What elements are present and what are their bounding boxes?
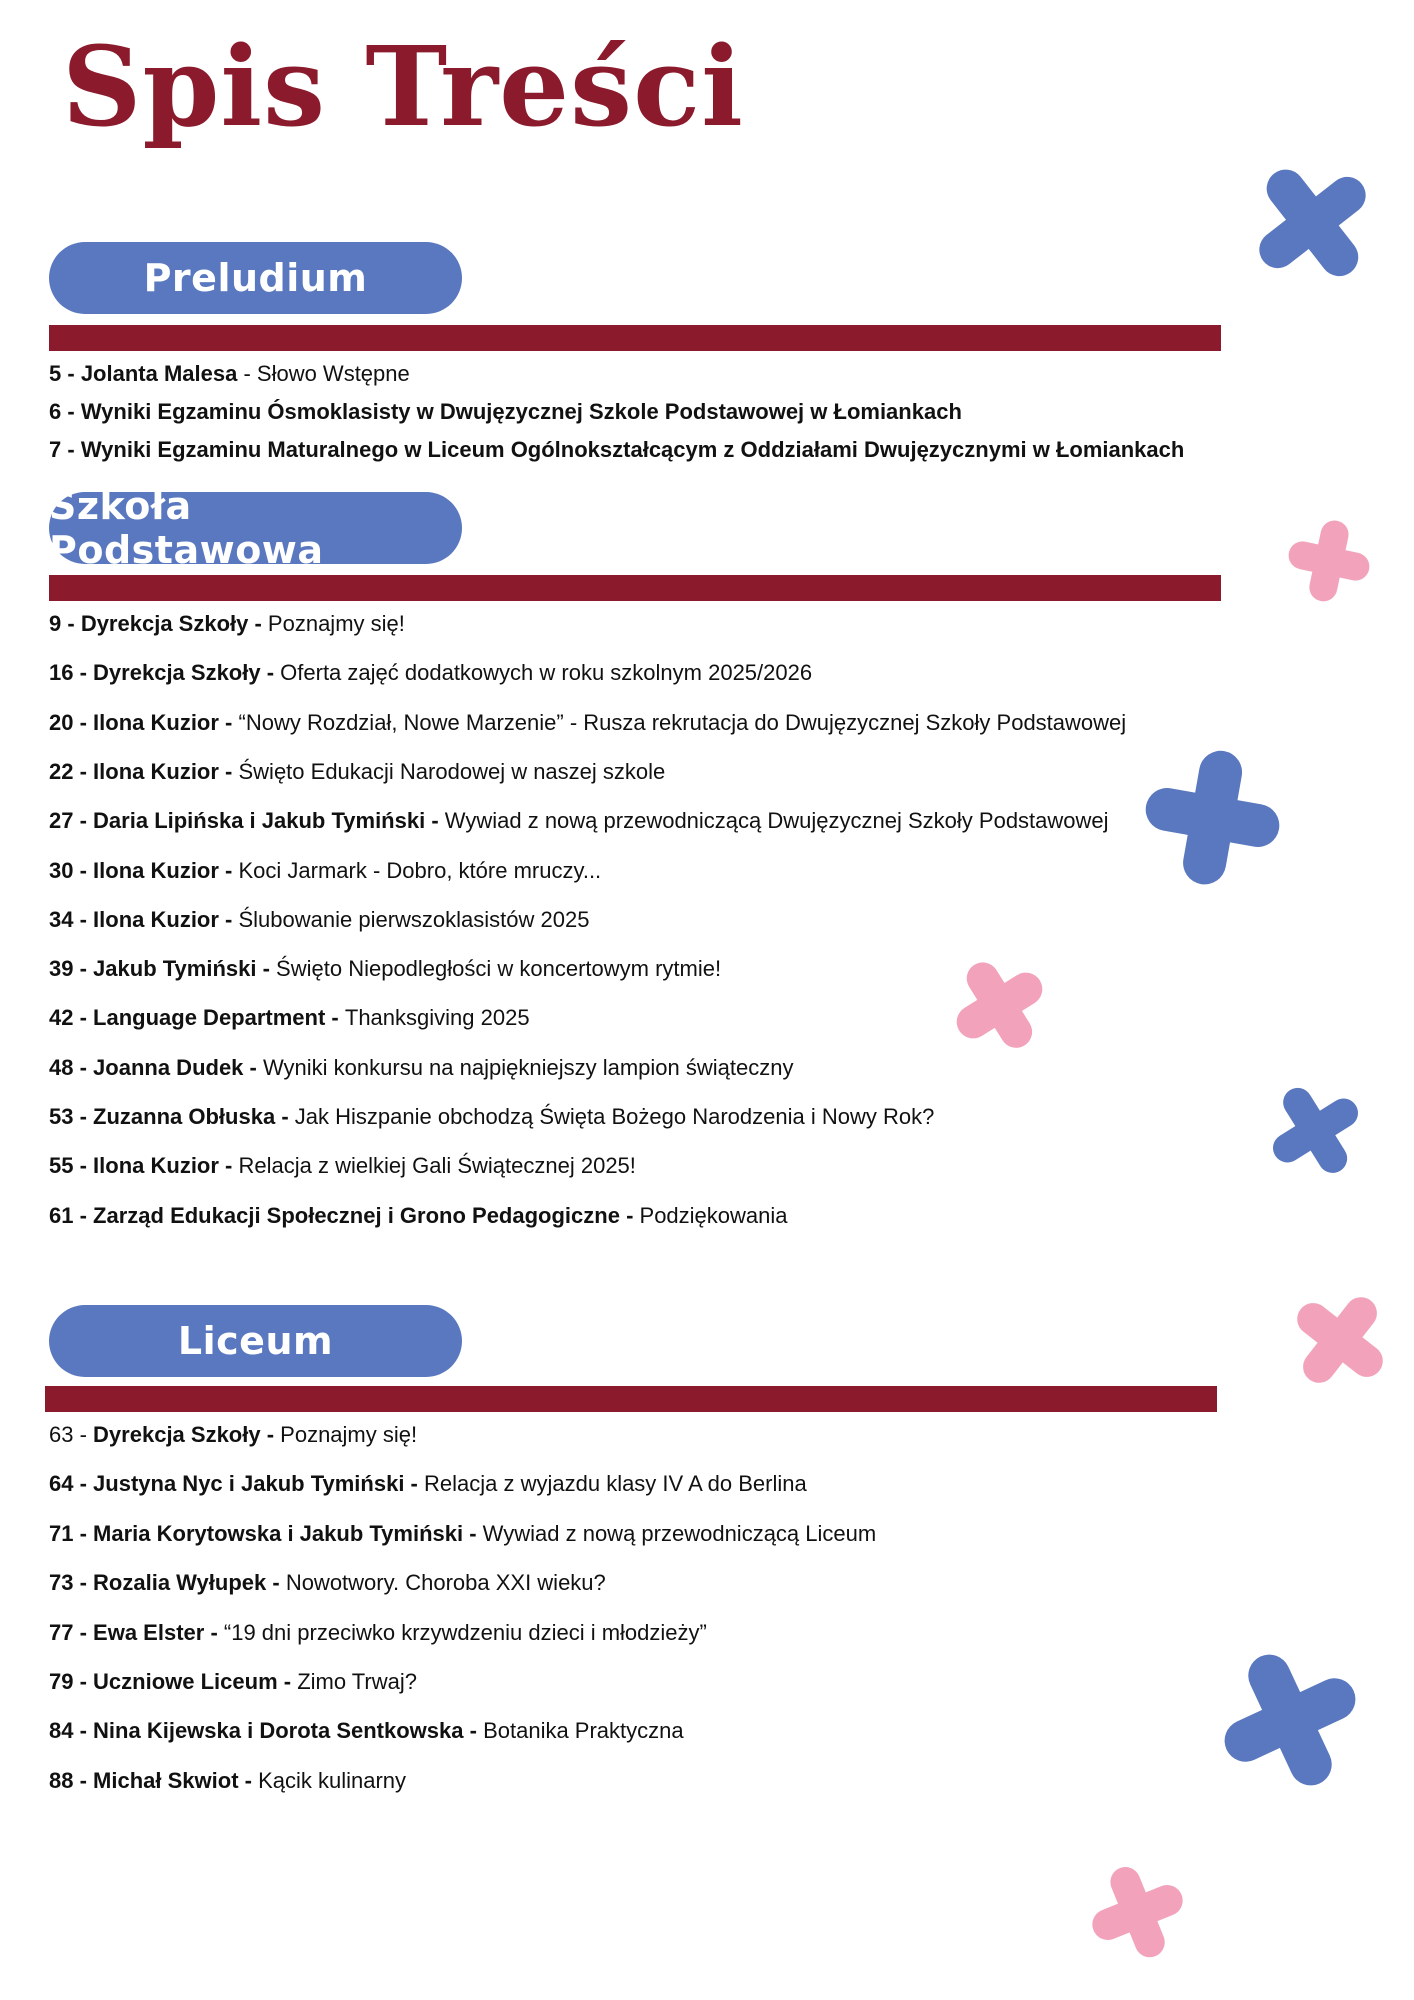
toc-entry[interactable] (49, 1151, 1229, 1181)
entry-title: Święto Niepodległości w koncertowym rytmie! (276, 956, 722, 982)
entry-page: 30 (49, 857, 74, 883)
toc-entry[interactable] (49, 806, 1229, 836)
entry-separator: - (277, 1669, 298, 1694)
entry-page: 61 (49, 1202, 74, 1228)
entry-author: Language Department (93, 1005, 326, 1031)
entry-separator: - (218, 857, 239, 883)
toc-entry[interactable] (49, 1568, 1229, 1598)
entry-separator: - (73, 956, 94, 982)
entry-author: Jakub Tymiński (93, 956, 257, 982)
entry-separator: - (73, 1520, 94, 1546)
entry-title: Podziękowania (639, 1202, 788, 1228)
decorative-cross-icon (1270, 1270, 1410, 1410)
section-divider (49, 575, 1221, 601)
entry-author: Ewa Elster (93, 1619, 205, 1645)
section-divider (45, 1386, 1217, 1412)
entry-separator: - (73, 758, 94, 784)
entry-separator: - (248, 611, 268, 636)
entry-separator: - (73, 660, 94, 686)
toc-entry[interactable] (49, 954, 1229, 984)
entry-separator: - (260, 660, 281, 686)
entry-author: Ilona Kuzior (93, 906, 219, 932)
entry-title: Relacja z wyjazdu klasy IV A do Berlina (424, 1471, 807, 1497)
entry-title: “Nowy Rozdział, Nowe Marzenie” - Rusza rekrutacja do Dwujęzycznej Szkoły Podstawowej (238, 709, 1127, 735)
entry-separator: - (73, 1153, 94, 1179)
entry-page: 20 (49, 709, 74, 735)
entry-author: Dyrekcja Szkoły (80, 611, 249, 636)
entry-separator: - (204, 1619, 224, 1645)
section-header-liceum: Liceum (49, 1305, 462, 1377)
toc-entry[interactable] (49, 1469, 1229, 1499)
toc-entry[interactable] (49, 1420, 1229, 1450)
entry-separator: - (73, 1422, 94, 1447)
entry-page: 5 (49, 361, 62, 386)
toc-entry[interactable] (49, 1102, 1229, 1132)
toc-entry[interactable] (49, 1766, 1229, 1796)
entry-author: Zarząd Edukacji Społecznej i Grono Pedagogiczne (93, 1202, 620, 1228)
entry-title: Kącik kulinarny (258, 1767, 407, 1793)
entry-separator: - (243, 1054, 263, 1080)
entry-separator: - (275, 1104, 295, 1129)
entry-separator: - (404, 1471, 424, 1497)
entry-page: 48 (49, 1054, 74, 1080)
entry-author: Rozalia Wyłupek (93, 1570, 267, 1596)
decorative-cross-icon (1134, 739, 1290, 895)
entry-page: 64 (49, 1471, 74, 1497)
toc-entry[interactable] (49, 905, 1229, 935)
entry-separator: - (238, 1767, 259, 1793)
entry-page: 34 (49, 906, 74, 932)
entry-title: Koci Jarmark - Dobro, które mruczy... (238, 857, 602, 883)
page-title: Spis Treści (62, 22, 744, 151)
entry-separator: - (73, 1570, 94, 1596)
entry-title: Poznajmy się! (280, 1422, 418, 1447)
toc-entry[interactable] (49, 1618, 1229, 1648)
entry-page: 73 (49, 1570, 74, 1596)
toc-entry[interactable] (49, 658, 1229, 688)
decorative-cross-icon (1076, 1851, 1200, 1975)
entry-author: Jolanta Malesa (80, 361, 238, 386)
section-header-preludium: Preludium (49, 242, 462, 314)
entry-page: 79 (49, 1669, 74, 1694)
entry-separator: - (260, 1422, 281, 1447)
entry-author: Ilona Kuzior (93, 758, 219, 784)
decorative-cross-icon (1250, 1065, 1381, 1196)
entry-author: Uczniowe Liceum (93, 1669, 278, 1694)
entry-page: 27 (49, 808, 74, 834)
entry-separator: - (73, 709, 94, 735)
entry-title: Thanksgiving 2025 (344, 1005, 530, 1031)
entry-title: Zimo Trwaj? (297, 1669, 417, 1694)
entry-title: Relacja z wielkiej Gali Świątecznej 2025! (238, 1153, 636, 1179)
entry-separator: - (218, 1153, 239, 1179)
section-header-szkola-podstawowa: Szkoła Podstawowa (49, 492, 462, 564)
entry-title: Oferta zajęć dodatkowych w roku szkolnym 2025/2026 (280, 660, 813, 686)
entry-separator: - (73, 1005, 94, 1031)
entry-separator: - (73, 906, 94, 932)
entry-author: Nina Kijewska i Dorota Sentkowska (93, 1718, 464, 1744)
entry-page: 53 (49, 1104, 74, 1129)
entry-page: 39 (49, 956, 74, 982)
entry-page: 16 (49, 660, 74, 686)
entry-separator: - (256, 956, 277, 982)
entry-separator: - (218, 906, 239, 932)
entry-author: Dyrekcja Szkoły (93, 1422, 261, 1447)
entry-separator: - (73, 857, 94, 883)
toc-entry[interactable] (49, 1053, 1229, 1083)
entry-separator: - (73, 1619, 94, 1645)
entry-separator: - (218, 709, 239, 735)
entry-page: 9 (49, 611, 62, 636)
entry-author: Ilona Kuzior (93, 709, 219, 735)
entry-separator: - (73, 1718, 94, 1744)
entry-author: Maria Korytowska i Jakub Tymiński (93, 1520, 464, 1546)
entry-author: Justyna Nyc i Jakub Tymiński (93, 1471, 405, 1497)
entry-title: Wyniki Egzaminu Ósmoklasisty w Dwujęzycznej Szkole Podstawowej w Łomiankach (80, 399, 962, 424)
entry-separator: - (73, 1054, 94, 1080)
entry-page: 71 (49, 1520, 74, 1546)
entry-separator: - (73, 1104, 94, 1129)
entry-separator: - (218, 758, 239, 784)
entry-title: Święto Edukacji Narodowej w naszej szkole (238, 758, 666, 784)
entry-title: Nowotwory. Choroba XXI wieku? (285, 1570, 606, 1596)
entry-title: Jak Hiszpanie obchodzą Święta Bożego Narodzenia i Nowy Rok? (294, 1104, 935, 1129)
entry-author: Dyrekcja Szkoły (93, 660, 261, 686)
entry-title: “19 dni przeciwko krzywdzeniu dzieci i młodzieży” (223, 1619, 707, 1645)
entry-page: 63 (49, 1422, 74, 1447)
entry-title: Ślubowanie pierwszoklasistów 2025 (238, 906, 590, 932)
toc-entry[interactable] (49, 856, 1229, 886)
entry-separator: - (463, 1520, 483, 1546)
entry-page: 55 (49, 1153, 74, 1179)
entry-page: 22 (49, 758, 74, 784)
decorative-cross-icon (1225, 135, 1400, 310)
toc-entry[interactable] (49, 1716, 1229, 1746)
entry-page: 88 (49, 1767, 74, 1793)
entry-page: 6 (49, 399, 62, 424)
entry-separator: - (61, 611, 81, 636)
toc-entry[interactable]: 6 - Wyniki Egzaminu Ósmoklasisty w Dwujęzycznej Szkole Podstawowej w Łomiankach (49, 399, 962, 424)
entry-separator: - (463, 1718, 484, 1744)
entry-separator: - (73, 1202, 94, 1228)
toc-entry[interactable] (49, 1667, 1229, 1697)
toc-entry[interactable] (49, 757, 1229, 787)
entry-title: Wyniki Egzaminu Maturalnego w Liceum Ogólnokształcącym z Oddziałami Dwujęzycznymi w Łomiankach (80, 437, 1185, 462)
toc-entry[interactable] (49, 609, 1229, 639)
entry-page: 77 (49, 1619, 74, 1645)
entry-author: Ilona Kuzior (93, 857, 219, 883)
entry-separator: - (619, 1202, 640, 1228)
entry-author: Ilona Kuzior (93, 1153, 219, 1179)
entry-separator: - (325, 1005, 345, 1031)
entry-title: Botanika Praktyczna (483, 1718, 684, 1744)
entry-title: Wywiad z nową przewodniczącą Dwujęzycznej Szkoły Podstawowej (444, 808, 1109, 834)
entry-separator: - (73, 1669, 94, 1694)
entry-author: Joanna Dudek (93, 1054, 244, 1080)
entry-title: Poznajmy się! (267, 611, 405, 636)
entry-author: Daria Lipińska i Jakub Tymiński (93, 808, 426, 834)
toc-entry[interactable] (49, 1519, 1229, 1549)
toc-entry[interactable]: 5 - Jolanta Malesa - Słowo Wstępne (49, 361, 410, 386)
entry-title: Wywiad z nową przewodniczącą Liceum (482, 1520, 877, 1546)
toc-entry[interactable] (49, 1201, 1229, 1231)
entry-separator: - (425, 808, 445, 834)
decorative-cross-icon (1280, 512, 1377, 609)
entry-title: Wyniki konkursu na najpiękniejszy lampion świąteczny (262, 1054, 794, 1080)
entry-separator: - (266, 1570, 286, 1596)
entry-author: Zuzanna Obłuska (93, 1104, 276, 1129)
entry-separator: - (73, 1471, 94, 1497)
entry-title: Słowo Wstępne (256, 361, 410, 386)
entry-separator: - (73, 1767, 94, 1793)
entry-page: 84 (49, 1718, 74, 1744)
entry-author: Michał Skwiot (93, 1767, 239, 1793)
toc-entry[interactable]: 7 - Wyniki Egzaminu Maturalnego w Liceum Ogólnokształcącym z Oddziałami Dwujęzycznymi w Łomiankach (49, 437, 1185, 462)
toc-entry[interactable] (49, 708, 1229, 738)
entry-page: 42 (49, 1005, 74, 1031)
entry-separator: - (73, 808, 94, 834)
section-divider (49, 325, 1221, 351)
entry-page: 7 (49, 437, 62, 462)
